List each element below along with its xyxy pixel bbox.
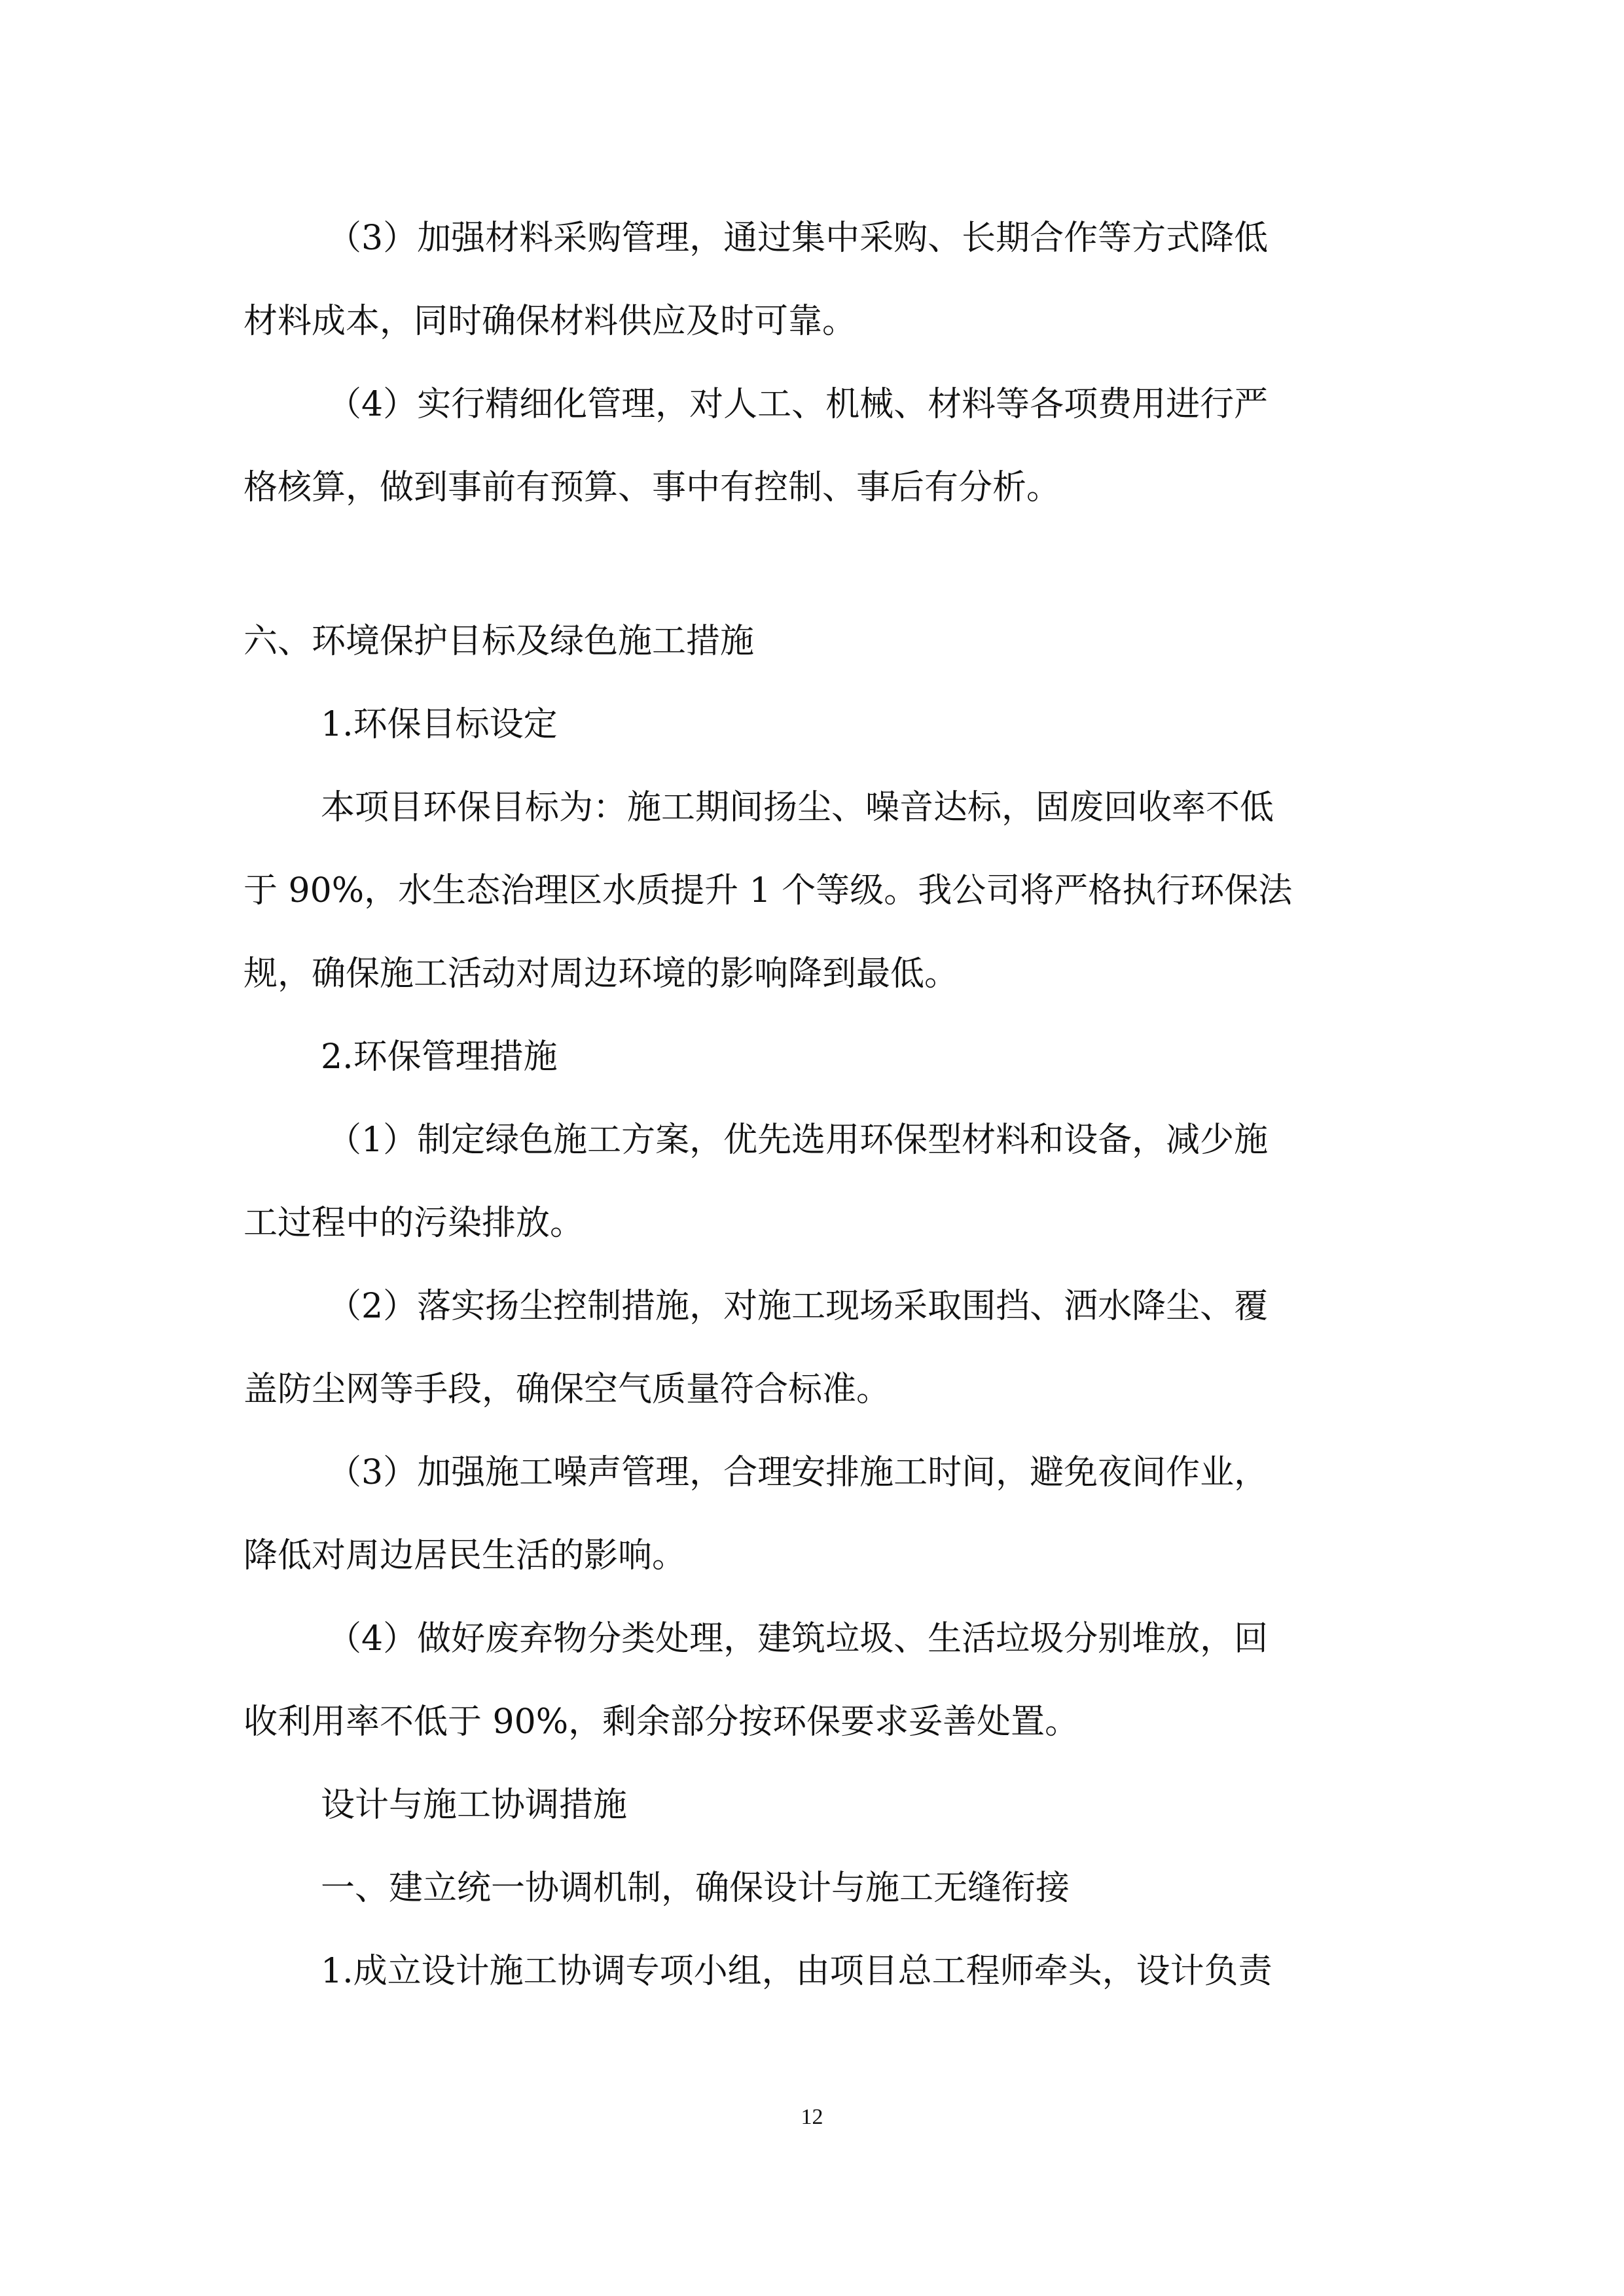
paragraph-line: （2）落实扬尘控制措施，对施工现场采取围挡、洒水降尘、覆: [327, 1287, 1269, 1326]
paragraph-line: 材料成本，同时确保材料供应及时可靠。: [244, 302, 857, 341]
paragraph-line: （1）制定绿色施工方案，优先选用环保型材料和设备，减少施: [327, 1121, 1269, 1160]
paragraph-line: 降低对周边居民生活的影响。: [244, 1536, 687, 1575]
paragraph-line: 盖防尘网等手段，确保空气质量符合标准。: [244, 1370, 891, 1409]
paragraph-line: 工过程中的污染排放。: [244, 1204, 585, 1243]
paragraph-line: （3）加强材料采购管理，通过集中采购、长期合作等方式降低: [327, 219, 1269, 258]
paragraph-line: 格核算，做到事前有预算、事中有控制、事后有分析。: [244, 468, 1061, 507]
section-heading: 六、环境保护目标及绿色施工措施: [244, 622, 755, 661]
paragraph-line: （3）加强施工噪声管理，合理安排施工时间，避免夜间作业，: [327, 1453, 1269, 1492]
section-heading: 设计与施工协调措施: [321, 1785, 628, 1825]
paragraph-line: 规，确保施工活动对周边环境的影响降到最低。: [244, 954, 959, 994]
paragraph-line: （4）实行精细化管理，对人工、机械、材料等各项费用进行严: [327, 385, 1269, 424]
paragraph-line: 于 90%，水生态治理区水质提升 1 个等级。我公司将严格执行环保法: [244, 871, 1293, 910]
paragraph-line: 本项目环保目标为：施工期间扬尘、噪音达标，固废回收率不低: [321, 788, 1274, 827]
paragraph-line: 收利用率不低于 90%，剩余部分按环保要求妥善处置。: [244, 1702, 1079, 1742]
section-heading: 一、建立统一协调机制，确保设计与施工无缝衔接: [321, 1869, 1070, 1908]
page-number: 12: [801, 2105, 823, 2129]
subsection-heading: 1.环保目标设定: [321, 705, 558, 744]
subsection-heading: 2.环保管理措施: [321, 1037, 558, 1077]
paragraph-line: （4）做好废弃物分类处理，建筑垃圾、生活垃圾分别堆放，回: [327, 1619, 1269, 1659]
paragraph-line: 1.成立设计施工协调专项小组，由项目总工程师牵头，设计负责: [321, 1952, 1272, 1991]
